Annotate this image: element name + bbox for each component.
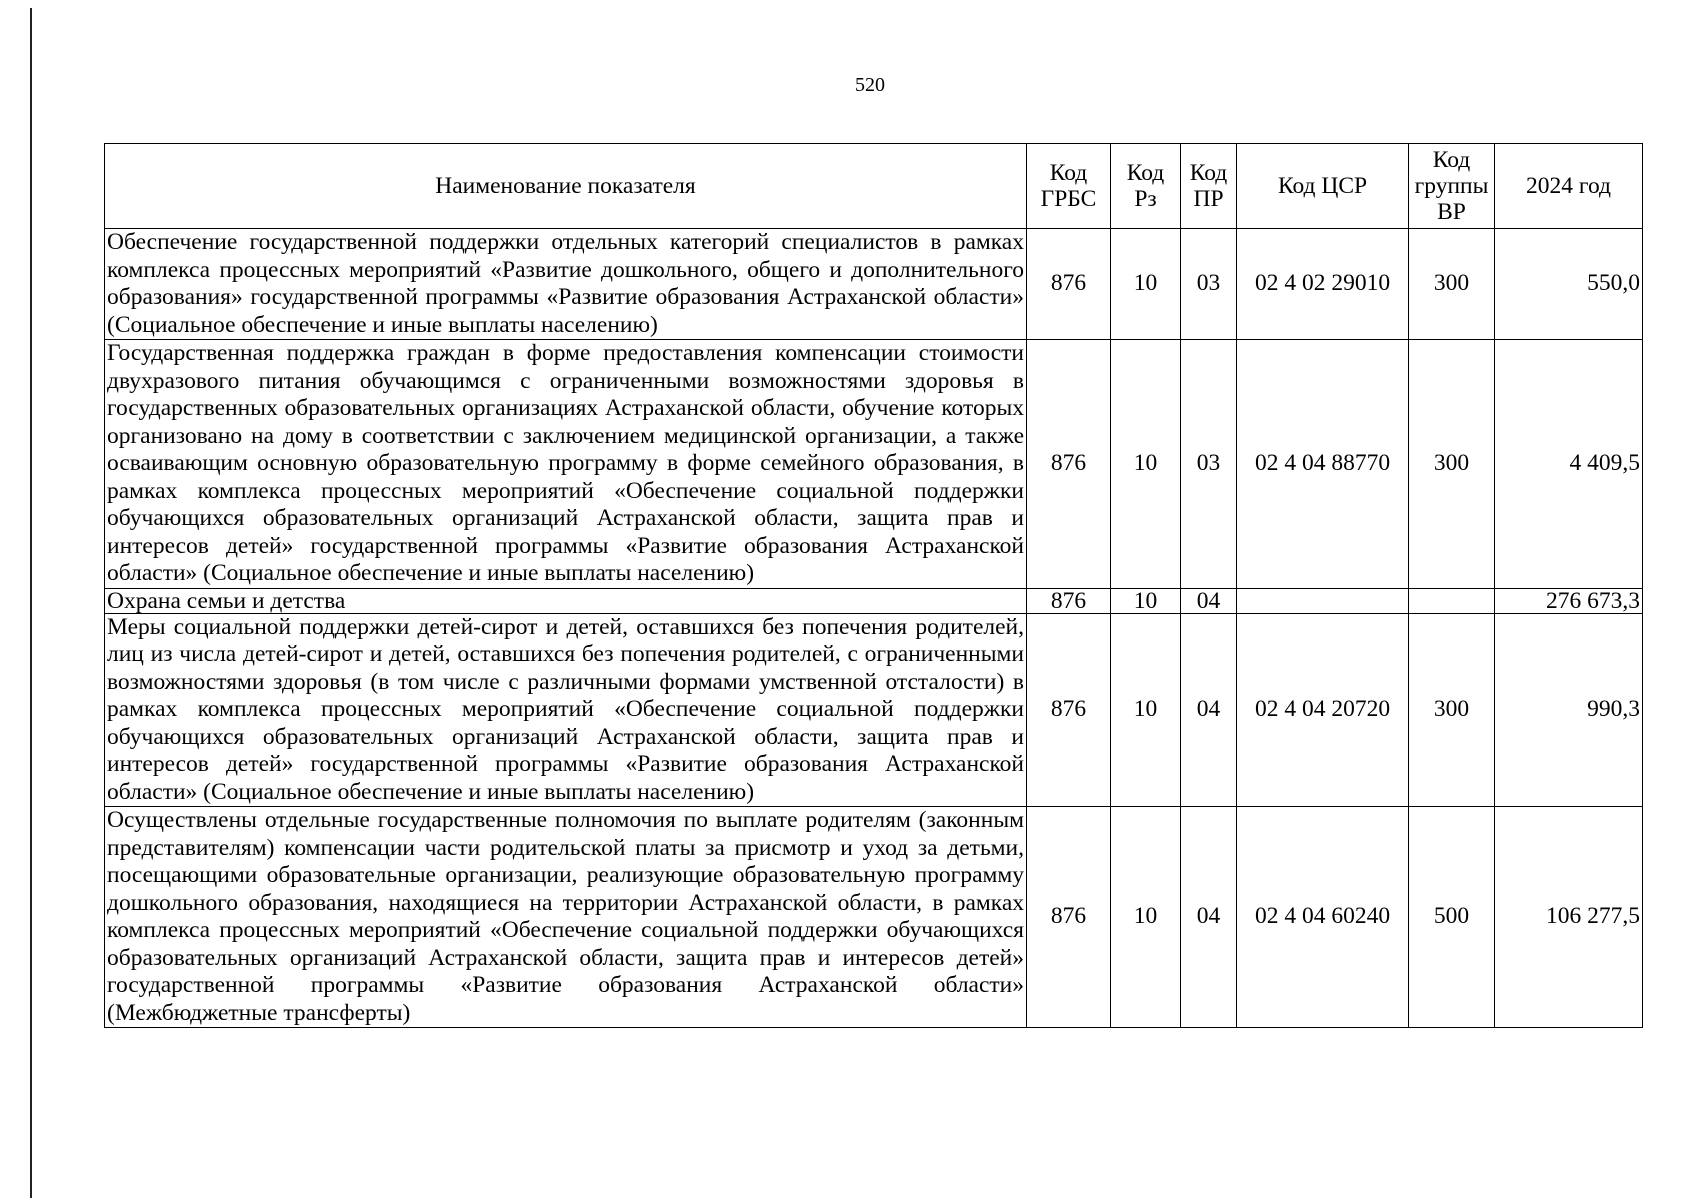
row-grbs: 876 [1027,613,1111,807]
header-csr: Код ЦСР [1237,144,1409,229]
header-rz: Код Рз [1111,144,1181,229]
row-rz: 10 [1111,613,1181,807]
row-amount: 276 673,3 [1495,588,1643,613]
row-vr: 300 [1409,340,1495,589]
scan-edge-line [30,8,32,1198]
row-pr: 04 [1181,588,1237,613]
row-vr [1409,588,1495,613]
header-year: 2024 год [1495,144,1643,229]
row-rz: 10 [1111,588,1181,613]
table-row-subtotal [105,588,1643,613]
row-vr: 500 [1409,807,1495,1028]
row-grbs: 876 [1027,229,1111,340]
table-row [105,807,1643,1028]
row-rz: 10 [1111,807,1181,1028]
table-row [105,229,1643,340]
row-amount: 990,3 [1495,613,1643,807]
row-amount: 550,0 [1495,229,1643,340]
row-name: Меры социальной поддержки детей-сирот и детей, оставшихся без попечения родителей, лиц из числа детей-сирот и детей, оставшихся без попечения родителей, с ограниченными возможностями здоровья (в том числе с различными формами умственной отсталости) в рамках комплекса процессных мероприятий «Обеспечение социальной поддержки обучающихся образовательных организаций Астраханской области, защита прав и интересов детей» государственной программы «Развитие образования Астраханской области» (Социальное обеспечение и иные выплаты населению) [105,613,1027,807]
table-row [105,613,1643,807]
row-pr: 04 [1181,613,1237,807]
row-grbs: 876 [1027,588,1111,613]
row-pr: 04 [1181,807,1237,1028]
row-name: Государственная поддержка граждан в форме предоставления компенсации стоимости двухразового питания обучающимся с ограниченными возможностями здоровья в государственных образовательных организациях Астраханской области, обучение которых организовано на дому в соответствии с заключением медицинской организации, а также осваивающим основную образовательную программу в форме семейного образования, в рамках комплекса процессных мероприятий «Обеспечение социальной поддержки обучающихся образовательных организаций Астраханской области, защита прав и интересов детей» государственной программы «Развитие образования Астраханской области» (Социальное обеспечение и иные выплаты населению) [105,340,1027,589]
row-vr: 300 [1409,613,1495,807]
budget-table [104,143,1643,1028]
row-pr: 03 [1181,340,1237,589]
table-header-row [105,144,1643,229]
row-grbs: 876 [1027,807,1111,1028]
row-csr: 02 4 04 88770 [1237,340,1409,589]
row-csr: 02 4 04 60240 [1237,807,1409,1028]
row-vr: 300 [1409,229,1495,340]
row-name: Осуществлены отдельные государственные полномочия по выплате родителям (законным представителям) компенсации части родительской платы за присмотр и уход за детьми, посещающими образовательные организации, реализующие образовательную программу дошкольного образования, находящиеся на территории Астраханской области, в рамках комплекса процессных мероприятий «Обеспечение социальной поддержки обучающихся образовательных организаций Астраханской области, защита прав и интересов детей» государственной программы «Развитие образования Астраханской области» (Межбюджетные трансферты) [105,807,1027,1028]
header-vr: Код группы ВР [1409,144,1495,229]
row-name: Охрана семьи и детства [105,588,1027,613]
row-csr: 02 4 04 20720 [1237,613,1409,807]
row-rz: 10 [1111,229,1181,340]
row-amount: 106 277,5 [1495,807,1643,1028]
row-grbs: 876 [1027,340,1111,589]
row-name: Обеспечение государственной поддержки отдельных категорий специалистов в рамках комплекса процессных мероприятий «Развитие дошкольного, общего и дополнительного образования» государственной программы «Развитие образования Астраханской области» (Социальное обеспечение и иные выплаты населению) [105,229,1027,340]
page-number: 520 [855,74,885,96]
row-csr [1237,588,1409,613]
row-pr: 03 [1181,229,1237,340]
table-row [105,340,1643,589]
row-rz: 10 [1111,340,1181,589]
row-amount: 4 409,5 [1495,340,1643,589]
header-name: Наименование показателя [105,144,1027,229]
header-pr: Код ПР [1181,144,1237,229]
row-csr: 02 4 02 29010 [1237,229,1409,340]
header-grbs: Код ГРБС [1027,144,1111,229]
